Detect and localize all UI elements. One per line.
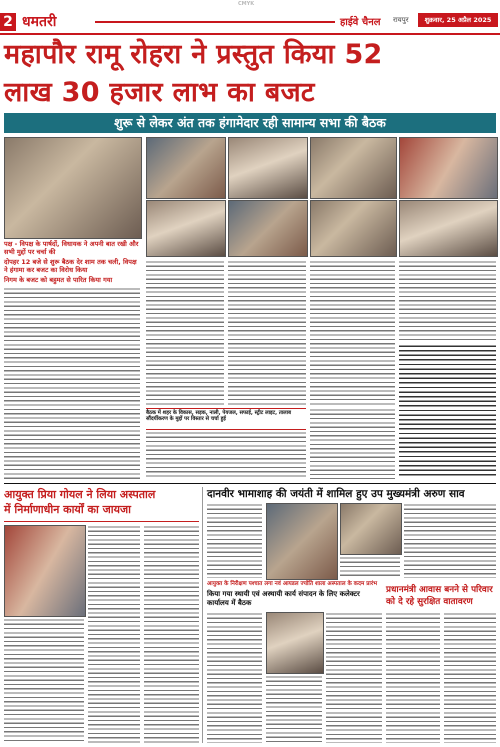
lead-bullets — [4, 240, 140, 284]
story-mid-photo — [266, 612, 324, 674]
brand-name: हाईवे चैनल — [340, 17, 381, 28]
masthead-divider — [95, 21, 335, 23]
story-right-bottom-body-2 — [444, 612, 496, 743]
lead-photo-2 — [146, 137, 226, 199]
masthead-bar — [0, 8, 500, 35]
lead-photo-7 — [228, 200, 308, 257]
lead-headline-line-2: लाख 30 हजार लाभ का बजट — [4, 77, 315, 108]
story-left-headline-2: में निर्माणाधीन कार्यों का जायजा — [4, 503, 132, 516]
lead-body-col-3 — [228, 260, 306, 405]
lead-body-col-5 — [399, 260, 496, 340]
story-left-body-1 — [88, 525, 140, 743]
lead-photo-council-meeting — [4, 137, 142, 239]
story-left-photo — [4, 525, 86, 617]
story-right-top-body-3 — [340, 556, 400, 578]
lead-subhead-bar — [4, 113, 496, 133]
story-right-top-body-1 — [207, 503, 262, 578]
lead-body-col-1 — [4, 287, 140, 479]
page-number: 2 — [0, 13, 16, 31]
story-mid-headline-box — [207, 581, 382, 608]
story-mid-body-3 — [266, 675, 322, 743]
section-title: धमतरी — [22, 14, 57, 30]
lead-photo-8 — [310, 200, 397, 257]
story-right-top-photo-1 — [266, 503, 338, 580]
story-right-top-body-2 — [404, 503, 496, 578]
story-mid-headline-1: आयुक्त के निरीक्षण पश्चात लगा नवं आयडल ज्योति शाला अस्पताल के कदम प्रारंभ — [207, 581, 378, 587]
lead-photo-6 — [146, 200, 226, 257]
cmyk-mark: CMYK — [238, 1, 255, 7]
lead-sidebar-bullets — [399, 344, 496, 479]
lead-highlight-box — [146, 408, 306, 430]
bullet-item: पक्ष - विपक्ष के पार्षदों, विधायक ने अपनी बात रखी और सभी मुद्दों पर चर्चा की — [4, 240, 139, 256]
column-divider — [202, 487, 203, 743]
story-mid-body-1 — [207, 612, 262, 743]
masthead-rule — [0, 33, 500, 35]
lead-photo-9 — [399, 200, 498, 257]
lead-photo-3 — [228, 137, 308, 199]
lead-headline-line-1: महापौर रामू रोहरा ने प्रस्तुत किया 52 — [4, 39, 383, 70]
story-right-top-photo-2 — [340, 503, 402, 555]
story-mid-headline-2: किया गया स्थायी एवं अस्थायी कार्य संपादन के लिए कलेक्टर कार्यालय में बैठक — [207, 589, 360, 607]
story-right-bottom-headline-2: को दे रहे सुरक्षित वातावरण — [386, 597, 473, 607]
section-divider-1 — [4, 483, 496, 484]
lead-body-col-4 — [310, 260, 395, 405]
story-right-bottom-headline-box — [386, 581, 498, 582]
lead-photo-4 — [310, 137, 397, 199]
lead-subhead: शुरू से लेकर अंत तक हंगामेदार रही सामान्य सभा की बैठक — [114, 115, 386, 130]
bullet-item: दोपहर 12 बजे से शुरू बैठक देर शाम तक चली, विपक्ष ने हंगामा कर बजट का विरोध किया — [4, 258, 137, 274]
story-left-headline-box — [4, 487, 199, 522]
city-name: रायपुर — [393, 16, 409, 24]
story-right-top-headline: दानवीर भामाशाह की जयंती में शामिल हुए उप मुख्यमंत्री अरुण साव — [207, 488, 465, 500]
story-mid-body-2 — [326, 612, 382, 743]
date-badge: शुक्रवार, 25 अप्रैल 2025 — [418, 13, 498, 27]
lead-photo-5 — [399, 137, 498, 199]
story-left-body-3 — [4, 618, 84, 743]
lead-highlight-text: बैठक में शहर के विकास, सड़क, नाली, पेयजल, सफाई, स्ट्रीट लाइट, तालाब सौंदर्यीकरण के मुद्दों पर विस्तार से चर्चा हुई — [146, 410, 292, 423]
lead-body-col-2b — [146, 431, 306, 479]
story-left-body-2 — [144, 525, 199, 743]
lead-body-col-2 — [146, 260, 224, 405]
story-right-bottom-headline-1: प्रधानमंत्री आवास बनने से परिवार — [386, 585, 493, 595]
story-right-bottom-body-1 — [386, 612, 440, 743]
lead-body-col-4b — [310, 408, 395, 479]
story-left-headline-1: आयुक्त प्रिया गोयल ने लिया अस्पताल — [4, 488, 156, 501]
bullet-item: निगम के बजट को बहुमत से पारित किया गया — [4, 276, 113, 284]
